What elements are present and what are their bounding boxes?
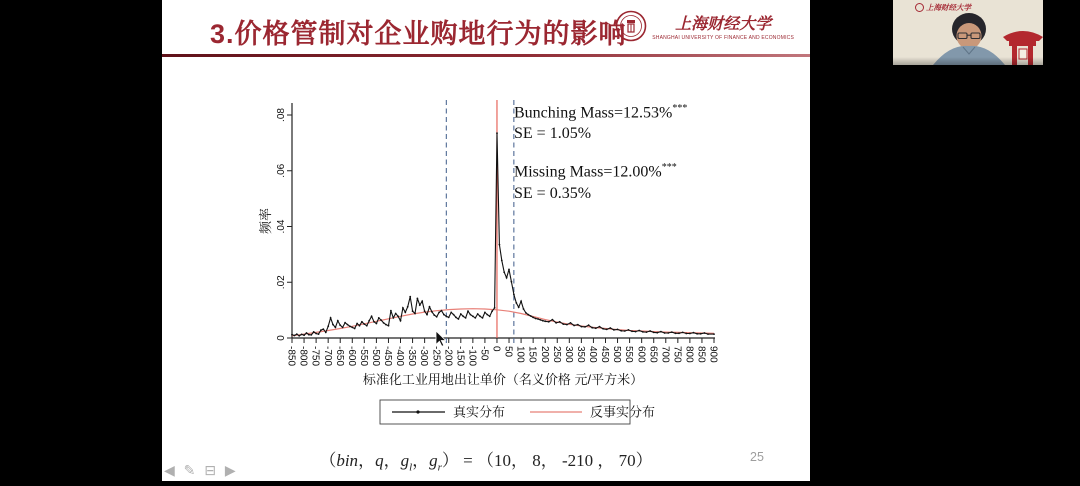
real-series-marker	[470, 314, 472, 316]
real-series-marker	[613, 329, 615, 331]
real-series-marker	[407, 306, 409, 308]
real-series-marker	[395, 313, 397, 315]
real-series-marker	[404, 312, 406, 314]
real-series-marker	[689, 333, 691, 335]
slide-title: 3.价格管制对企业购地行为的影响	[210, 19, 627, 49]
real-series-marker	[373, 321, 375, 323]
real-series-marker	[332, 324, 334, 326]
webcam-seal-icon	[915, 3, 924, 12]
x-tick-label: -800	[297, 346, 309, 367]
real-series-marker	[325, 332, 327, 334]
real-series-marker	[653, 332, 655, 334]
x-tick-label: 850	[695, 346, 707, 363]
real-series-marker	[306, 332, 308, 334]
real-series-marker	[342, 327, 344, 329]
x-tick-label: 200	[538, 346, 550, 363]
real-series-marker	[628, 329, 630, 331]
real-series-marker	[424, 310, 426, 312]
real-series-marker	[356, 323, 358, 325]
university-name-en: SHANGHAI UNIVERSITY OF FINANCE AND ECONOMICS	[652, 35, 794, 41]
real-series-marker	[542, 320, 544, 322]
real-series-marker	[419, 304, 421, 306]
real-series-marker	[609, 327, 611, 329]
real-series-marker	[704, 332, 706, 334]
real-series-marker	[354, 328, 356, 330]
y-axis-title: 频率	[258, 207, 273, 235]
legend-real-marker	[416, 410, 419, 413]
real-series-marker	[535, 318, 537, 320]
real-series-marker	[366, 325, 368, 327]
real-series-marker	[678, 332, 680, 334]
chart-annotation: Missing Mass=12.00%***	[514, 162, 677, 181]
real-series-marker	[349, 325, 351, 327]
real-series-marker	[477, 313, 479, 315]
real-series-marker	[577, 324, 579, 326]
real-series-marker	[548, 321, 550, 323]
real-series-marker	[693, 332, 695, 334]
real-series-marker	[595, 327, 597, 329]
real-series-marker	[298, 335, 300, 337]
real-series-marker	[402, 307, 404, 309]
real-series-marker	[555, 322, 557, 324]
real-series-marker	[496, 132, 498, 134]
real-series-marker	[532, 317, 534, 319]
real-series-marker	[511, 281, 513, 283]
real-series-marker	[664, 332, 666, 334]
real-series-marker	[388, 325, 390, 327]
real-series-marker	[465, 317, 467, 319]
presentation-slide	[162, 0, 810, 481]
real-series-marker	[310, 334, 312, 336]
avatar-face	[957, 23, 982, 49]
real-series-marker	[417, 298, 419, 300]
real-series-marker	[429, 306, 431, 308]
real-series-marker	[443, 314, 445, 316]
real-series-marker	[508, 269, 510, 271]
real-series-marker	[303, 334, 305, 336]
real-series-marker	[713, 333, 715, 335]
x-axis-title: 标准化工业用地出让单价（名义价格 元/平方米）	[362, 372, 644, 387]
real-series-marker	[635, 331, 637, 333]
x-tick-label: -600	[345, 346, 357, 367]
real-series-marker	[433, 314, 435, 316]
presenter-toolbar	[164, 462, 241, 479]
real-series-marker	[494, 307, 496, 309]
legend-counterfactual-label: 反事实分布	[590, 404, 656, 420]
real-series-marker	[501, 260, 503, 262]
real-series-marker	[707, 333, 709, 335]
webcam-logo	[915, 2, 971, 13]
real-series-marker	[675, 332, 677, 334]
real-series-marker	[327, 325, 329, 327]
real-series-marker	[671, 331, 673, 333]
real-series-marker	[667, 332, 669, 334]
real-series-marker	[431, 311, 433, 313]
x-tick-label: -750	[309, 346, 321, 367]
x-tick-label: -500	[370, 346, 381, 367]
x-tick-label: 50	[502, 346, 514, 358]
real-series-marker	[486, 314, 488, 316]
real-series-marker	[649, 330, 651, 332]
x-tick-label: -150	[454, 346, 466, 367]
real-series-marker	[527, 314, 529, 316]
real-series-marker	[383, 322, 385, 324]
real-series-marker	[513, 294, 515, 296]
real-series-marker	[371, 315, 373, 317]
real-series-marker	[602, 328, 604, 330]
real-series-marker	[525, 312, 527, 314]
chart-annotation: SE = 0.35%	[514, 184, 592, 202]
real-series-marker	[624, 330, 626, 332]
real-series-marker	[642, 331, 644, 333]
real-series-marker	[291, 334, 293, 336]
real-series-marker	[296, 333, 298, 335]
real-series-marker	[570, 322, 572, 324]
x-tick-label: -100	[466, 346, 478, 367]
real-series-marker	[421, 300, 423, 302]
x-tick-label: -350	[406, 346, 418, 367]
real-series-marker	[489, 315, 491, 317]
next-slide-icon[interactable]: ▶	[224, 462, 236, 478]
real-series-marker	[330, 317, 332, 319]
y-tick-label: .08	[276, 108, 287, 122]
real-series-marker	[294, 335, 296, 337]
x-tick-label: 0	[490, 346, 502, 352]
real-series-marker	[426, 314, 428, 316]
real-series-marker	[436, 316, 438, 318]
x-tick-label: 250	[550, 346, 562, 363]
real-series-marker	[455, 317, 457, 319]
real-series-marker	[458, 318, 460, 320]
x-tick-label: 500	[611, 346, 623, 363]
real-series-marker	[313, 331, 315, 333]
real-series-marker	[320, 329, 322, 331]
x-tick-label: -450	[382, 346, 394, 367]
y-tick-label: .04	[276, 219, 287, 234]
real-series-marker	[460, 313, 462, 315]
x-tick-label: -850	[285, 346, 297, 367]
real-series-marker	[584, 326, 586, 328]
x-tick-label: -300	[418, 346, 430, 367]
real-series-marker	[491, 310, 493, 312]
real-series-marker	[315, 333, 317, 335]
real-series-marker	[520, 300, 522, 302]
x-tick-label: -400	[394, 346, 406, 367]
real-series-marker	[482, 317, 484, 319]
real-series-marker	[660, 331, 662, 333]
parameter-formula: （bin，q，$g_l$，$g_r) = (10$， 8， -210 ， 70）	[319, 451, 653, 474]
chart-annotations	[514, 98, 754, 204]
real-series-marker	[301, 334, 303, 336]
real-series-marker	[566, 324, 568, 326]
real-series-marker	[479, 315, 481, 317]
real-series-marker	[573, 325, 575, 327]
mouse-cursor	[435, 330, 447, 348]
real-series-marker	[617, 329, 619, 331]
x-tick-label: 900	[707, 346, 719, 363]
real-series-marker	[559, 321, 561, 323]
x-tick-label: 450	[599, 346, 611, 363]
x-tick-label: 750	[671, 346, 683, 363]
real-series-marker	[385, 324, 387, 326]
real-series-marker	[581, 326, 583, 328]
bunching-chart	[162, 0, 810, 481]
real-series-marker	[453, 314, 455, 316]
real-series-marker	[472, 315, 474, 317]
real-series-marker	[441, 310, 443, 312]
real-series-marker	[606, 329, 608, 331]
real-series-marker	[351, 327, 353, 329]
x-tick-label: 150	[526, 346, 538, 363]
real-series-marker	[363, 323, 365, 325]
y-tick-label: .02	[276, 275, 287, 290]
real-series-marker	[591, 327, 593, 329]
real-series-marker	[335, 327, 337, 329]
chart-annotation: SE = 1.05%	[514, 125, 592, 143]
real-series-marker	[523, 308, 525, 310]
real-series-marker	[685, 333, 687, 335]
real-series-marker	[544, 320, 546, 322]
x-tick-label: -550	[357, 346, 369, 367]
y-tick-label: .06	[276, 163, 287, 178]
webcam-video[interactable]	[893, 0, 1043, 65]
legend-real-label: 真实分布	[453, 404, 506, 420]
real-series-marker	[368, 320, 370, 322]
real-series-marker	[552, 319, 554, 321]
real-series-marker	[412, 310, 414, 312]
real-series-marker	[588, 324, 590, 326]
x-tick-label: 550	[623, 346, 635, 363]
x-tick-label: 800	[683, 346, 695, 363]
real-series-marker	[599, 326, 601, 328]
real-series-marker	[467, 310, 469, 312]
real-series-marker	[638, 330, 640, 332]
x-tick-label: -250	[430, 346, 442, 367]
page-number: 25	[750, 450, 764, 464]
real-series-marker	[376, 323, 378, 325]
real-series-marker	[474, 317, 476, 319]
real-series-marker	[700, 333, 702, 335]
real-series-marker	[499, 244, 501, 246]
real-series-marker	[562, 323, 564, 325]
real-series-marker	[696, 333, 698, 335]
x-tick-label: 300	[562, 346, 574, 363]
x-tick-label: 400	[587, 346, 599, 363]
y-tick-label: 0	[276, 335, 287, 341]
real-series-marker	[515, 302, 517, 304]
real-series-marker	[380, 319, 382, 321]
real-series-marker	[506, 277, 508, 279]
real-series-marker	[378, 317, 380, 319]
real-series-marker	[337, 320, 339, 322]
real-series-marker	[361, 321, 363, 323]
real-series-marker	[308, 334, 310, 336]
real-series-marker	[503, 271, 505, 273]
real-series-marker	[530, 315, 532, 317]
previous-slide-icon[interactable]: ◀	[164, 462, 175, 478]
x-tick-label: -650	[333, 346, 345, 367]
webcam-logo-text: 上海财经大学	[926, 3, 971, 12]
real-series-marker	[445, 315, 447, 317]
real-series-marker	[344, 322, 346, 324]
real-series-marker	[400, 320, 402, 322]
real-series-marker	[322, 328, 324, 330]
x-tick-label: 650	[647, 346, 659, 363]
real-series-marker	[414, 313, 416, 315]
real-series-marker	[537, 318, 539, 320]
real-series-marker	[646, 331, 648, 333]
real-series-marker	[450, 312, 452, 314]
x-tick-label: 600	[635, 346, 647, 363]
real-series-marker	[392, 317, 394, 319]
x-tick-label: -700	[321, 346, 333, 367]
comment-icon[interactable]: ⊟	[204, 462, 217, 478]
x-tick-label: 350	[574, 346, 586, 363]
real-series-marker	[409, 296, 411, 298]
x-tick-label: -200	[442, 346, 454, 367]
webcam-shade	[893, 57, 1043, 65]
real-series-marker	[620, 330, 622, 332]
chart-annotation: Bunching Mass=12.53%***	[514, 103, 688, 122]
real-series-marker	[682, 332, 684, 334]
real-series-marker	[339, 324, 341, 326]
real-series-marker	[397, 315, 399, 317]
university-name-cn: 上海财经大学	[675, 14, 772, 33]
x-tick-label: 700	[659, 346, 671, 363]
real-series-marker	[631, 330, 633, 332]
x-tick-label: -50	[478, 346, 490, 361]
x-tick-label: 100	[514, 346, 526, 363]
real-series-marker	[390, 310, 392, 312]
real-series-marker	[540, 319, 542, 321]
real-series-marker	[656, 332, 658, 334]
real-series-marker	[359, 325, 361, 327]
real-series-marker	[347, 324, 349, 326]
real-series-marker	[484, 312, 486, 314]
real-series-marker	[518, 306, 520, 308]
real-series-marker	[318, 333, 320, 335]
real-series-marker	[462, 315, 464, 317]
real-series-marker	[448, 317, 450, 319]
pen-tool-icon[interactable]: ✎	[183, 462, 196, 478]
real-series-marker	[438, 312, 440, 314]
